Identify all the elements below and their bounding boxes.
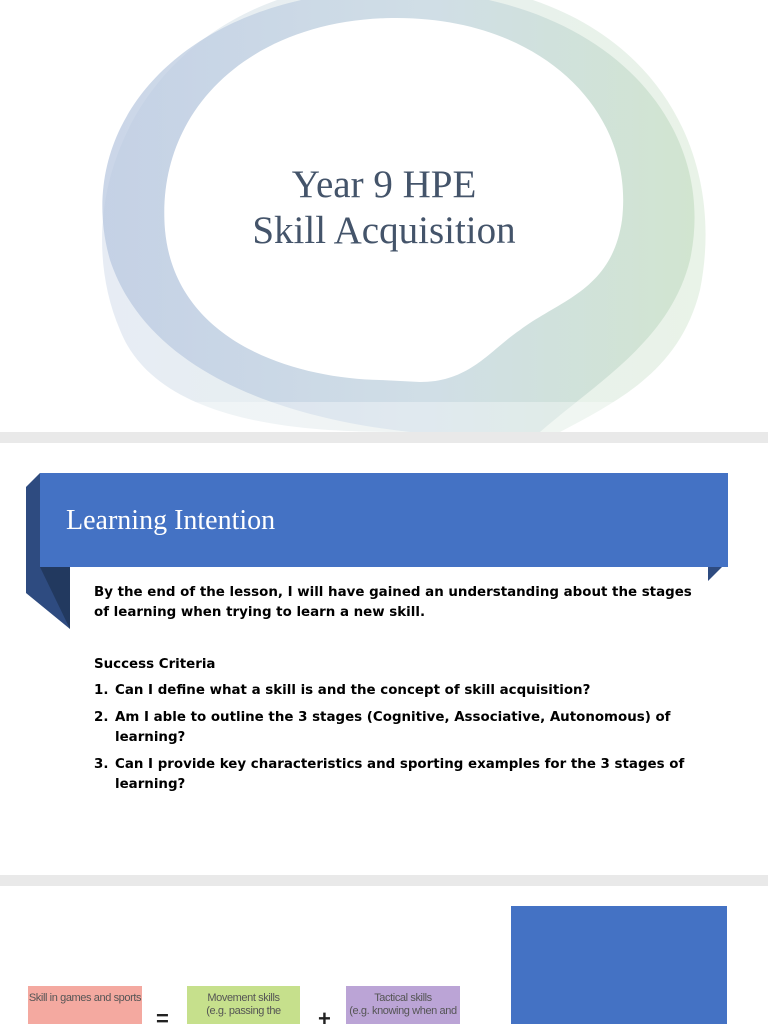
movement-skills-label: Movement skills	[207, 992, 280, 1004]
skill-in-games-box	[28, 986, 142, 1024]
skill-diagram-slide	[0, 886, 768, 1024]
tactical-skills-example: (e.g. knowing when and	[349, 1005, 457, 1017]
success-criteria-heading: Success Criteria	[94, 657, 216, 672]
learning-intention-slide	[0, 443, 768, 875]
blue-image-placeholder	[511, 906, 727, 1024]
criteria-text: Can I define what a skill is and the concept of skill acquisition?	[115, 682, 591, 698]
movement-skills-example: (e.g. passing the	[206, 1005, 281, 1017]
criteria-number: 3.	[94, 757, 109, 772]
title-line-1: Year 9 HPE	[291, 163, 477, 206]
learning-content	[94, 583, 694, 802]
slide-title	[0, 162, 768, 254]
title-slide	[0, 0, 768, 432]
intro-text: By the end of the lesson, I will have gained an understanding about the stages of learning when trying to learn a new skill.	[94, 585, 692, 620]
criteria-item	[94, 681, 694, 701]
criteria-text: Am I able to outline the 3 stages (Cognitive, Associative, Autonomous) of learning?	[115, 710, 671, 745]
criteria-number: 1.	[94, 682, 109, 698]
equals-sign: =	[156, 1006, 169, 1024]
tactical-skills-label: Tactical skills	[374, 992, 432, 1004]
title-line-2: Skill Acquisition	[252, 209, 516, 252]
skill-in-games-label: Skill in games and sports	[28, 992, 142, 1004]
section-heading: Learning Intention	[66, 505, 276, 536]
criteria-text: Can I provide key characteristics and sporting examples for the 3 stages of learning?	[115, 757, 685, 792]
criteria-item	[94, 708, 694, 747]
criteria-item	[94, 755, 694, 794]
criteria-number: 2.	[94, 710, 109, 725]
movement-skills-box	[187, 986, 300, 1024]
tactical-skills-box	[346, 986, 460, 1024]
success-criteria-list	[94, 681, 694, 795]
plus-sign: +	[318, 1006, 331, 1024]
